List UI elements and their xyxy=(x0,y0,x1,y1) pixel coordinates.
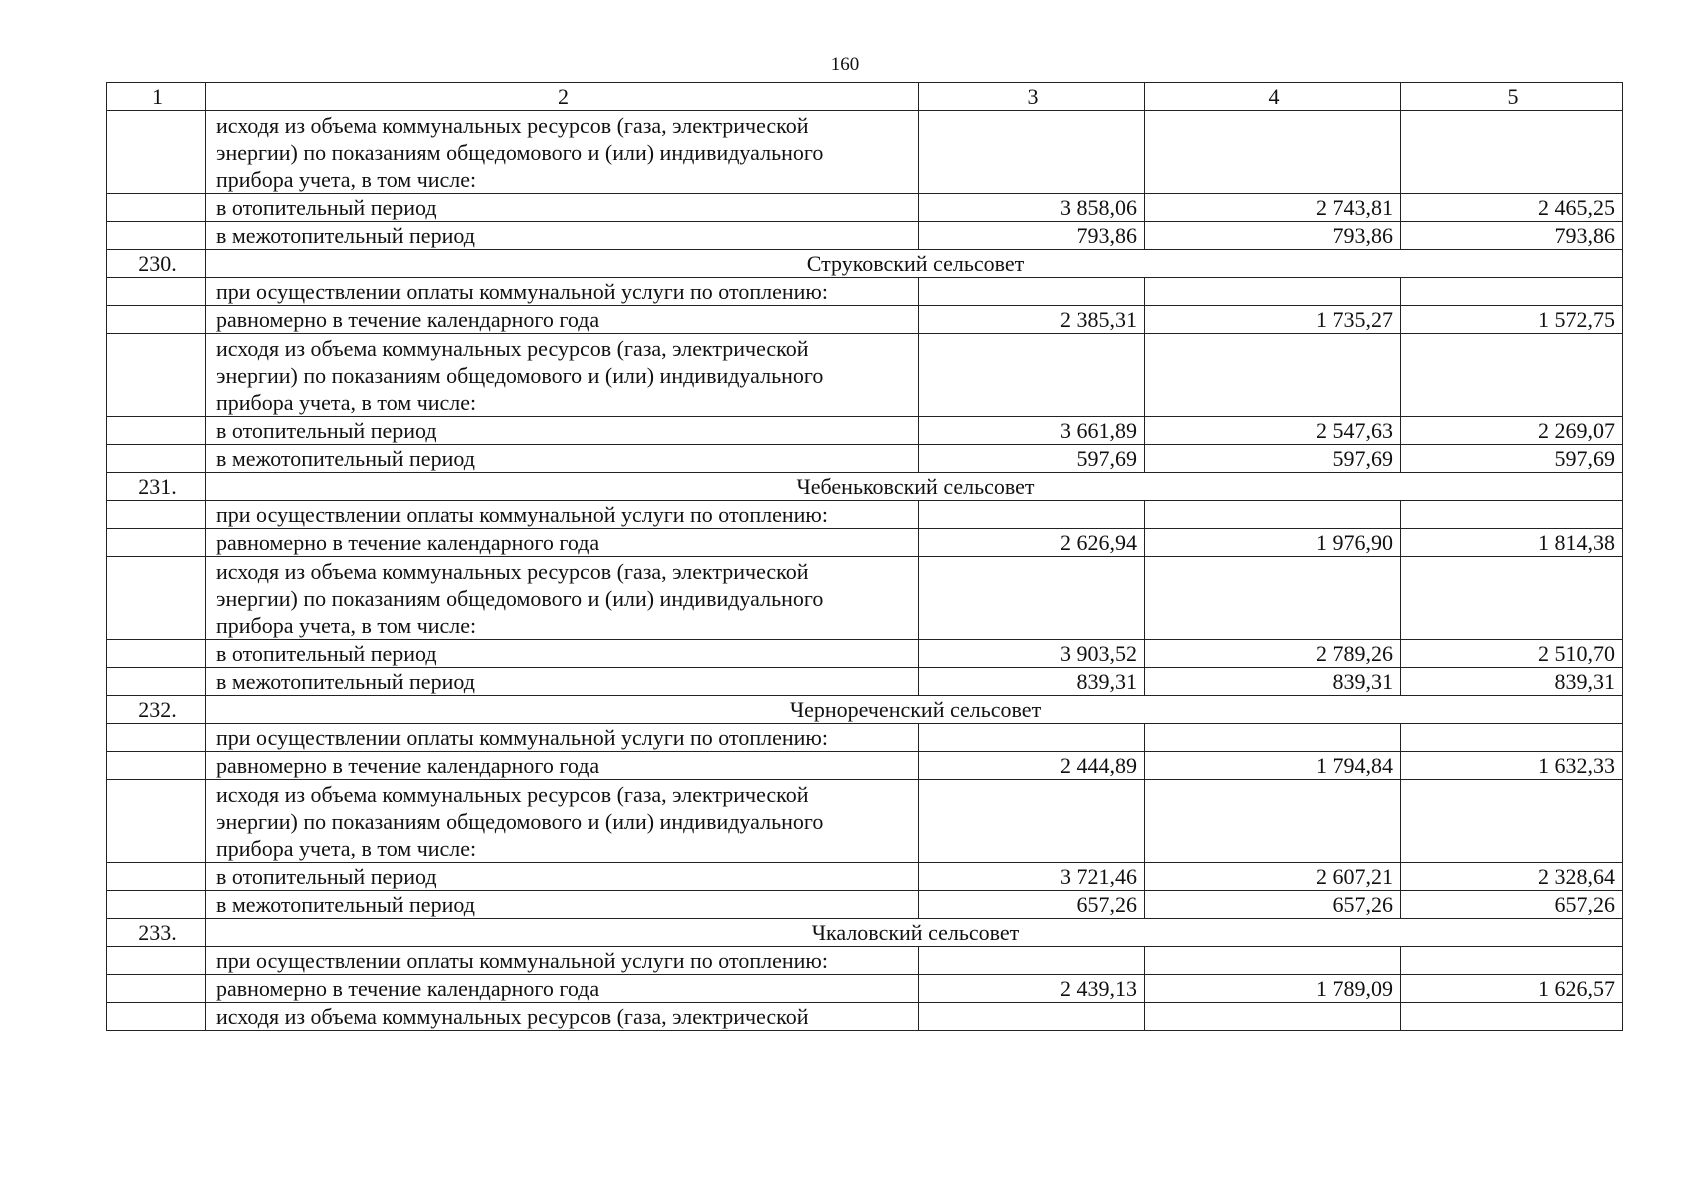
value-col-3: 597,69 xyxy=(919,445,1145,473)
value-col-3: 3 858,06 xyxy=(919,194,1145,222)
row-number xyxy=(107,111,206,194)
table-row xyxy=(107,947,1623,975)
value-col-5: 1 814,38 xyxy=(1401,529,1623,557)
value-col-4: 597,69 xyxy=(1145,445,1401,473)
value-col-5: 657,26 xyxy=(1401,891,1623,919)
row-number xyxy=(107,529,206,557)
row-number xyxy=(107,501,206,529)
value-col-3: 3 721,46 xyxy=(919,863,1145,891)
value-col-3 xyxy=(919,334,1145,417)
row-number xyxy=(107,724,206,752)
value-col-3: 839,31 xyxy=(919,668,1145,696)
section-title: Струковский сельсовет xyxy=(206,250,1623,278)
table-row xyxy=(107,780,1623,863)
row-number xyxy=(107,863,206,891)
table-row xyxy=(107,891,1623,919)
value-col-5 xyxy=(1401,334,1623,417)
value-col-4 xyxy=(1145,501,1401,529)
row-number: 230. xyxy=(107,250,206,278)
value-col-3: 793,86 xyxy=(919,222,1145,250)
value-col-3 xyxy=(919,111,1145,194)
table-row xyxy=(107,640,1623,668)
row-description: равномерно в течение календарного года xyxy=(206,975,919,1003)
row-number: 233. xyxy=(107,919,206,947)
row-number xyxy=(107,975,206,1003)
value-col-3: 3 661,89 xyxy=(919,417,1145,445)
column-header: 1 xyxy=(107,83,206,111)
section-title: Чернореченский сельсовет xyxy=(206,696,1623,724)
value-col-5 xyxy=(1401,780,1623,863)
row-description: при осуществлении оплаты коммунальной услуги по отоплению: xyxy=(206,724,919,752)
row-number xyxy=(107,947,206,975)
value-col-5: 793,86 xyxy=(1401,222,1623,250)
row-description: в отопительный период xyxy=(206,417,919,445)
row-description: в межотопительный период xyxy=(206,222,919,250)
row-number: 232. xyxy=(107,696,206,724)
section-row xyxy=(107,250,1623,278)
value-col-4: 2 743,81 xyxy=(1145,194,1401,222)
row-description: при осуществлении оплаты коммунальной услуги по отоплению: xyxy=(206,278,919,306)
row-description: при осуществлении оплаты коммунальной услуги по отоплению: xyxy=(206,501,919,529)
value-col-3 xyxy=(919,780,1145,863)
row-number xyxy=(107,334,206,417)
row-number xyxy=(107,668,206,696)
table-header-row xyxy=(107,83,1623,111)
value-col-3 xyxy=(919,557,1145,640)
value-col-3: 2 385,31 xyxy=(919,306,1145,334)
value-col-5 xyxy=(1401,557,1623,640)
row-number xyxy=(107,278,206,306)
value-col-4: 793,86 xyxy=(1145,222,1401,250)
value-col-4: 2 789,26 xyxy=(1145,640,1401,668)
value-col-4 xyxy=(1145,1003,1401,1031)
row-description: в отопительный период xyxy=(206,640,919,668)
value-col-5 xyxy=(1401,278,1623,306)
value-col-4: 839,31 xyxy=(1145,668,1401,696)
row-number xyxy=(107,417,206,445)
column-header: 5 xyxy=(1401,83,1623,111)
value-col-3 xyxy=(919,278,1145,306)
row-number xyxy=(107,445,206,473)
value-col-4 xyxy=(1145,111,1401,194)
row-description: в отопительный период xyxy=(206,863,919,891)
column-header: 3 xyxy=(919,83,1145,111)
table-row xyxy=(107,975,1623,1003)
value-col-4: 657,26 xyxy=(1145,891,1401,919)
row-description: равномерно в течение календарного года xyxy=(206,306,919,334)
row-description: в межотопительный период xyxy=(206,891,919,919)
section-title: Чебеньковский сельсовет xyxy=(206,473,1623,501)
value-col-5 xyxy=(1401,724,1623,752)
value-col-5: 597,69 xyxy=(1401,445,1623,473)
value-col-4: 1 976,90 xyxy=(1145,529,1401,557)
value-col-5: 1 572,75 xyxy=(1401,306,1623,334)
row-description: исходя из объема коммунальных ресурсов (газа, электрической энергии) по показаниям общедомового и (или) индивидуального прибора учета, в том числе: xyxy=(206,557,919,640)
value-col-4: 1 735,27 xyxy=(1145,306,1401,334)
value-col-3 xyxy=(919,501,1145,529)
row-description: в межотопительный период xyxy=(206,445,919,473)
page-number: 160 xyxy=(830,54,860,75)
value-col-3 xyxy=(919,724,1145,752)
table-row xyxy=(107,334,1623,417)
row-number xyxy=(107,1003,206,1031)
value-col-5 xyxy=(1401,947,1623,975)
value-col-3 xyxy=(919,1003,1145,1031)
value-col-5: 1 626,57 xyxy=(1401,975,1623,1003)
value-col-5: 2 328,64 xyxy=(1401,863,1623,891)
table-row xyxy=(107,417,1623,445)
value-col-5: 2 465,25 xyxy=(1401,194,1623,222)
table-row xyxy=(107,306,1623,334)
row-number xyxy=(107,557,206,640)
row-description: исходя из объема коммунальных ресурсов (газа, электрической энергии) по показаниям общедомового и (или) индивидуального прибора учета, в том числе: xyxy=(206,780,919,863)
row-description: исходя из объема коммунальных ресурсов (газа, электрической xyxy=(206,1003,919,1031)
value-col-3: 2 439,13 xyxy=(919,975,1145,1003)
row-description: исходя из объема коммунальных ресурсов (газа, электрической энергии) по показаниям общедомового и (или) индивидуального прибора учета, в том числе: xyxy=(206,111,919,194)
value-col-4: 1 789,09 xyxy=(1145,975,1401,1003)
row-description: равномерно в течение календарного года xyxy=(206,529,919,557)
table-row xyxy=(107,668,1623,696)
column-header: 2 xyxy=(206,83,919,111)
table-row xyxy=(107,557,1623,640)
table-row xyxy=(107,724,1623,752)
table-row xyxy=(107,1003,1623,1031)
value-col-4 xyxy=(1145,334,1401,417)
value-col-4: 1 794,84 xyxy=(1145,752,1401,780)
table-row xyxy=(107,529,1623,557)
table-row xyxy=(107,194,1623,222)
value-col-4: 2 547,63 xyxy=(1145,417,1401,445)
table-row xyxy=(107,863,1623,891)
table-row xyxy=(107,501,1623,529)
value-col-3 xyxy=(919,947,1145,975)
row-description: равномерно в течение календарного года xyxy=(206,752,919,780)
row-number xyxy=(107,780,206,863)
section-row xyxy=(107,919,1623,947)
row-number xyxy=(107,194,206,222)
table-row xyxy=(107,111,1623,194)
row-number xyxy=(107,306,206,334)
section-title: Чкаловский сельсовет xyxy=(206,919,1623,947)
value-col-4 xyxy=(1145,278,1401,306)
row-description: при осуществлении оплаты коммунальной услуги по отоплению: xyxy=(206,947,919,975)
value-col-4: 2 607,21 xyxy=(1145,863,1401,891)
section-row xyxy=(107,473,1623,501)
table-row xyxy=(107,445,1623,473)
table-body xyxy=(107,111,1623,1031)
section-row xyxy=(107,696,1623,724)
row-description: в отопительный период xyxy=(206,194,919,222)
row-number xyxy=(107,640,206,668)
value-col-3: 657,26 xyxy=(919,891,1145,919)
value-col-4 xyxy=(1145,947,1401,975)
value-col-5: 1 632,33 xyxy=(1401,752,1623,780)
value-col-4 xyxy=(1145,557,1401,640)
value-col-5 xyxy=(1401,1003,1623,1031)
table-row xyxy=(107,752,1623,780)
row-description: исходя из объема коммунальных ресурсов (газа, электрической энергии) по показаниям общедомового и (или) индивидуального прибора учета, в том числе: xyxy=(206,334,919,417)
table-row xyxy=(107,222,1623,250)
value-col-3: 3 903,52 xyxy=(919,640,1145,668)
value-col-3: 2 626,94 xyxy=(919,529,1145,557)
row-number xyxy=(107,752,206,780)
column-header: 4 xyxy=(1145,83,1401,111)
value-col-5: 2 269,07 xyxy=(1401,417,1623,445)
value-col-4 xyxy=(1145,780,1401,863)
value-col-3: 2 444,89 xyxy=(919,752,1145,780)
table-row xyxy=(107,278,1623,306)
row-number xyxy=(107,222,206,250)
value-col-5 xyxy=(1401,501,1623,529)
row-number: 231. xyxy=(107,473,206,501)
value-col-5: 839,31 xyxy=(1401,668,1623,696)
value-col-5: 2 510,70 xyxy=(1401,640,1623,668)
row-description: в межотопительный период xyxy=(206,668,919,696)
value-col-4 xyxy=(1145,724,1401,752)
tariff-table xyxy=(106,82,1623,1031)
row-number xyxy=(107,891,206,919)
value-col-5 xyxy=(1401,111,1623,194)
